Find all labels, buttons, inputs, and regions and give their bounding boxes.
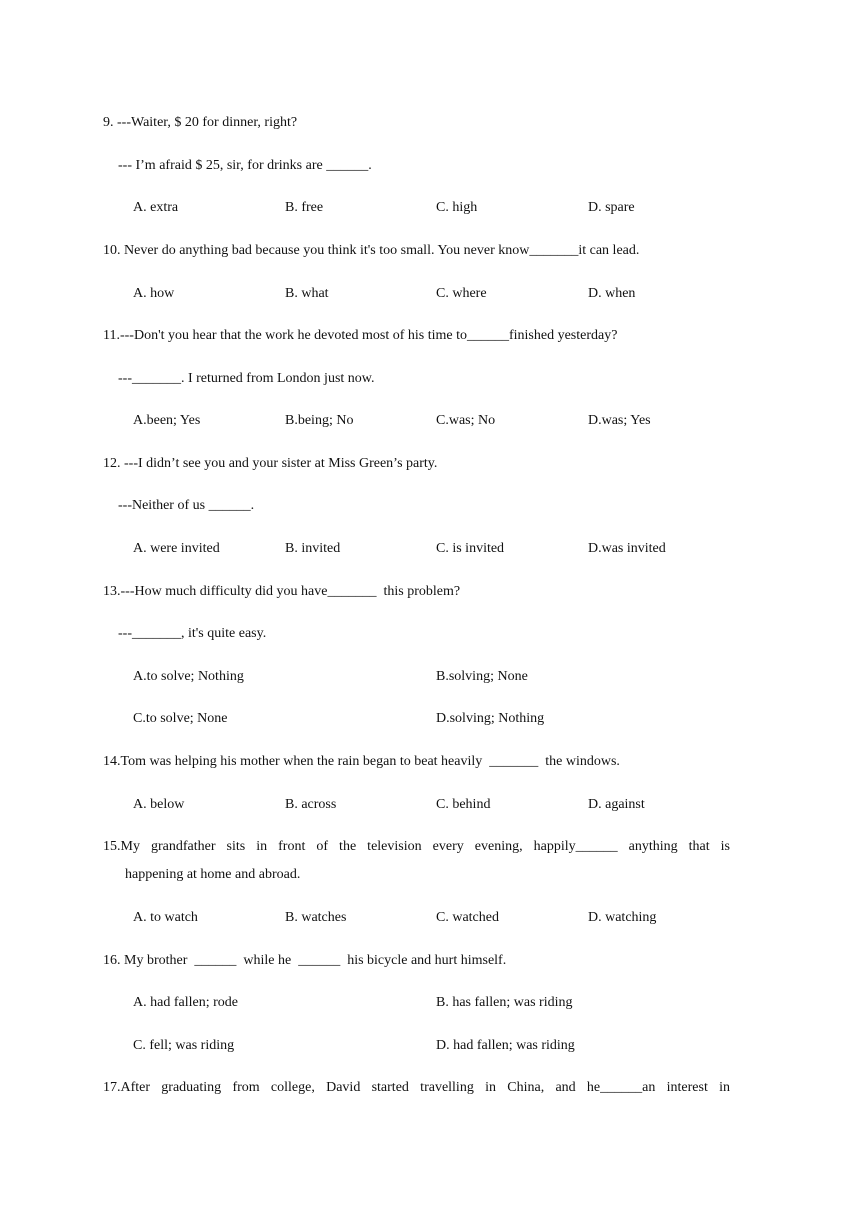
- question-9-stem: 9. ---Waiter, $ 20 for dinner, right?: [103, 115, 298, 130]
- question-16-option-c: C. fell; was riding: [133, 1038, 235, 1053]
- question-13-option-b: B.solving; None: [436, 669, 528, 684]
- question-17-stem: 17.After graduating from college, David started travelling in China, and he______an interest in: [103, 1080, 730, 1095]
- question-12-option-d: D.was invited: [588, 541, 666, 556]
- question-16-stem: 16. My brother ______ while he ______ his bicycle and hurt himself.: [103, 953, 507, 968]
- question-9-reply: --- I’m afraid $ 25, sir, for drinks are ______.: [118, 158, 372, 173]
- question-11-option-b: B.being; No: [285, 413, 354, 428]
- question-13-option-c: C.to solve; None: [133, 711, 228, 726]
- question-14-option-a: A. below: [133, 797, 185, 812]
- question-11-option-c: C.was; No: [436, 413, 496, 428]
- question-9-option-d: D. spare: [588, 200, 635, 215]
- question-10-option-d: D. when: [588, 286, 636, 301]
- question-10-option-a: A. how: [133, 286, 175, 301]
- question-15-stem-continued: happening at home and abroad.: [125, 867, 301, 882]
- question-12-option-a: A. were invited: [133, 541, 220, 556]
- question-13-stem: 13.---How much difficulty did you have_______ this problem?: [103, 584, 461, 599]
- question-14-option-b: B. across: [285, 797, 337, 812]
- question-13-reply: ---_______, it's quite easy.: [118, 626, 267, 641]
- question-12-option-c: C. is invited: [436, 541, 505, 556]
- question-11-option-a: A.been; Yes: [133, 413, 201, 428]
- question-12-option-b: B. invited: [285, 541, 341, 556]
- question-14-stem: 14.Tom was helping his mother when the rain began to beat heavily _______ the windows.: [103, 754, 620, 769]
- question-9-option-b: B. free: [285, 200, 324, 215]
- question-10-option-c: C. where: [436, 286, 487, 301]
- question-13-option-d: D.solving; Nothing: [436, 711, 545, 726]
- question-11-reply: ---_______. I returned from London just now.: [118, 371, 375, 386]
- question-9-option-c: C. high: [436, 200, 478, 215]
- question-10-stem: 10. Never do anything bad because you think it's too small. You never know_______it can lead.: [103, 243, 640, 258]
- question-10-option-b: B. what: [285, 286, 329, 301]
- question-16-option-b: B. has fallen; was riding: [436, 995, 573, 1010]
- question-15-option-c: C. watched: [436, 910, 499, 925]
- question-15-option-d: D. watching: [588, 910, 657, 925]
- question-16-option-d: D. had fallen; was riding: [436, 1038, 575, 1053]
- question-15-stem: 15.My grandfather sits in front of the television every evening, happily______ anything that is: [103, 839, 730, 854]
- question-16-option-a: A. had fallen; rode: [133, 995, 238, 1010]
- question-11-stem: 11.---Don't you hear that the work he devoted most of his time to______finished yesterday?: [103, 328, 618, 343]
- question-9-option-a: A. extra: [133, 200, 179, 215]
- question-14-option-d: D. against: [588, 797, 645, 812]
- question-12-reply: ---Neither of us ______.: [118, 498, 255, 513]
- question-13-option-a: A.to solve; Nothing: [133, 669, 244, 684]
- question-12-stem: 12. ---I didn’t see you and your sister at Miss Green’s party.: [103, 456, 438, 471]
- question-15-option-a: A. to watch: [133, 910, 198, 925]
- question-14-option-c: C. behind: [436, 797, 491, 812]
- question-11-option-d: D.was; Yes: [588, 413, 651, 428]
- question-15-option-b: B. watches: [285, 910, 347, 925]
